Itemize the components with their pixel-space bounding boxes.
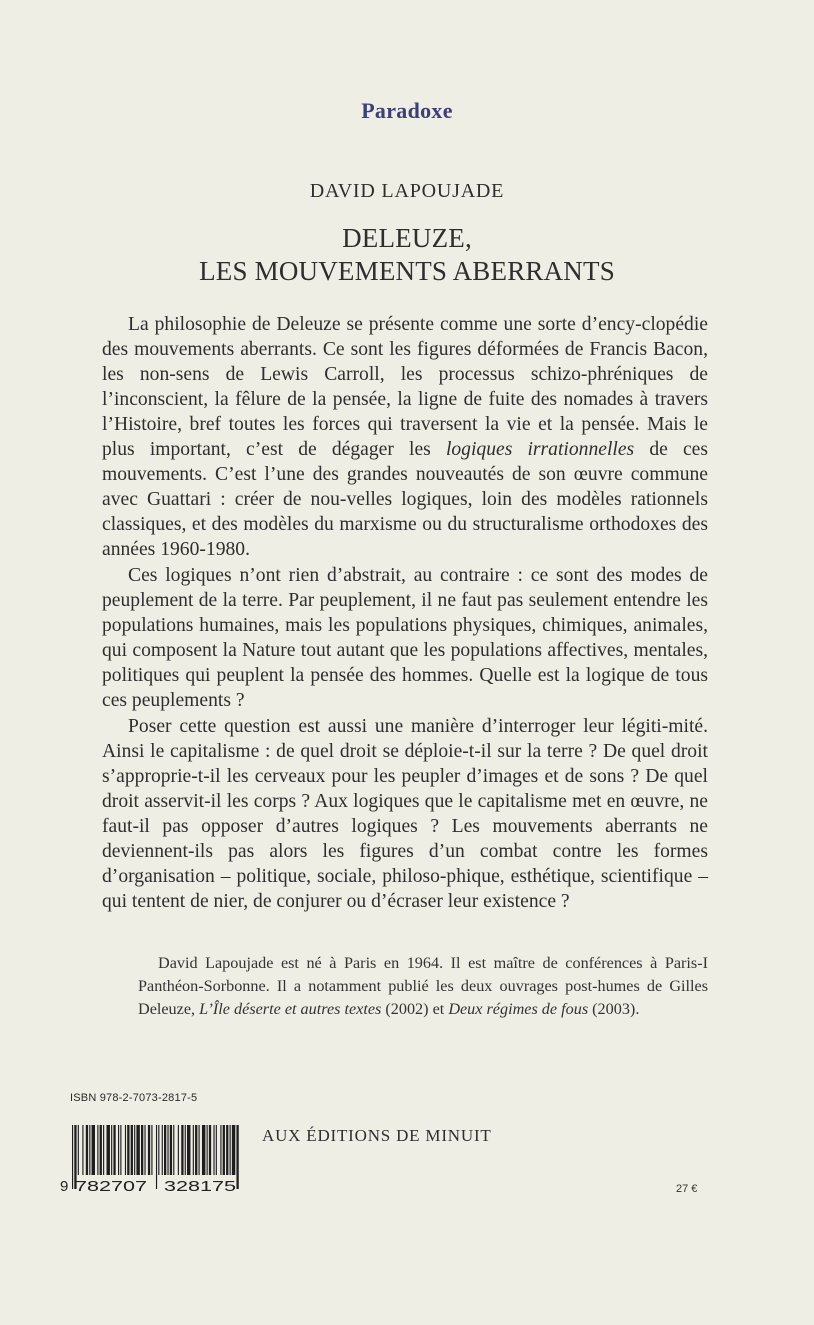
barcode-bar <box>134 1125 135 1175</box>
barcode-bar <box>216 1125 217 1175</box>
barcode-bar <box>103 1125 104 1175</box>
barcode-bar <box>173 1125 174 1175</box>
barcode-bar <box>185 1125 186 1175</box>
series-name: Paradoxe <box>361 98 453 123</box>
author-name: DAVID LAPOUJADE <box>309 180 505 202</box>
barcode-bar <box>144 1125 145 1175</box>
blurb-text: La philosophie de Deleuze se présente comme une sorte d’ency-clopédie des mouvements aberrants. Ce sont les figures déformées de Francis Bacon, les non-sens de Lewis Carroll, les processus schizo-phréniques de l’inconscient, la fêlure de la pensée, la ligne de fuite des nomades à travers l’Histoire, bref toutes les forces qui traversent la vie et la pensée. Mais le plus important, c’est de dégager les <box>102 314 708 460</box>
author-bio-paragraph <box>138 952 708 1021</box>
barcode-bar <box>170 1125 172 1175</box>
bio-text: (2003). <box>588 1000 640 1018</box>
barcode-bar <box>107 1125 110 1175</box>
blurb-paragraph-1 <box>102 312 708 562</box>
barcode-bar <box>156 1125 157 1189</box>
barcode-bar <box>232 1125 235 1175</box>
barcode-bar <box>195 1125 197 1175</box>
book-title-line-1: DELEUZE, <box>342 223 472 253</box>
barcode-bar <box>187 1125 190 1175</box>
barcode-bar <box>181 1125 183 1175</box>
barcode-bar <box>72 1125 73 1189</box>
barcode-bar <box>213 1125 214 1175</box>
barcode-bar <box>127 1125 129 1175</box>
barcode-bar <box>158 1125 159 1175</box>
barcode-bar <box>113 1125 115 1175</box>
bio-text: (2002) et <box>381 1000 449 1018</box>
barcode-bar <box>230 1125 231 1175</box>
barcode-bar <box>202 1125 205 1175</box>
barcode-bar <box>223 1125 225 1175</box>
blurb-paragraph-3: Poser cette question est aussi une manière d’interroger leur légiti-mité. Ainsi le capitalisme : de quel droit se déploie-t-il sur la terre ? De quel droit s’approprie-t-il les cerveaux pour les peupler d’images et de sons ? De quel droit asservit-il les corps ? Aux logiques que le capitalisme met en œuvre, ne faut-il pas opposer d’autres logiques ? Les mouvements aberrants ne deviennent-ils pas alors les figures d’un combat contre les formes d’organisation – politique, sociale, philoso-phique, esthétique, scientifique – qui tentent de nier, de conjurer ou d’écraser leur existence ? <box>102 716 708 912</box>
barcode-bar <box>148 1125 150 1175</box>
barcode-bar <box>199 1125 200 1175</box>
back-cover-blurb <box>102 312 708 914</box>
blurb-italic-phrase: logiques irrationnelles <box>445 439 635 460</box>
barcode-digits-right: 328175 <box>164 1178 236 1195</box>
barcode-bar <box>125 1125 126 1175</box>
barcode-bar <box>178 1125 179 1175</box>
barcode-bar <box>111 1125 112 1175</box>
book-title-line-2: LES MOUVEMENTS ABERRANTS <box>199 256 615 286</box>
barcode-bar <box>136 1125 139 1175</box>
bio-book-title-2: Deux régimes de fous <box>448 1000 589 1018</box>
isbn-label: ISBN 978-2-7073-2817-5 <box>70 1092 198 1104</box>
blurb-paragraph-2: Ces logiques n’ont rien d’abstrait, au contraire : ce sont des modes de peuplement de la terre. Par peuplement, il ne faut pas seulement entendre les populations humaines, mais les populations physiques, chimiques, animales, qui composent la Nature tout autant que les populations affectives, mentales, politiques qui peuplent la pensée des hommes. Quelle est la logique de tous ces peuplements ? <box>102 565 708 711</box>
barcode-bar <box>78 1125 79 1175</box>
barcode-bar <box>207 1125 208 1175</box>
barcode-bar <box>167 1125 168 1175</box>
barcode-bar <box>92 1125 95 1175</box>
barcode-bar <box>226 1125 228 1175</box>
barcode-bar <box>100 1125 102 1175</box>
book-title <box>0 222 814 288</box>
bio-text: David Lapoujade est né à Paris en 1964. Il est maître de conférences à Paris-I Panthéon-Sorbonne. Il a notamment publié les deux ouvrages post-humes de Gilles Deleuze, <box>138 954 708 1018</box>
price-label: 27 € <box>676 1183 698 1195</box>
barcode-lead-digit: 9 <box>60 1178 69 1195</box>
barcode-bar <box>82 1125 83 1175</box>
blurb-text: de ces mouvements. C’est l’une des grandes nouveautés de son œuvre commune avec Guattari : créer de nou-velles logiques, loin des modèles rationnels classiques, et des modèles du marxisme ou du structuralisme orthodoxes des années 1960-1980. <box>102 439 708 560</box>
barcode-bar <box>141 1125 143 1175</box>
bio-book-title-1: L’Île déserte et autres textes <box>199 1000 382 1018</box>
barcode-bar <box>209 1125 211 1175</box>
barcode-bar <box>162 1125 163 1175</box>
barcode-bar <box>164 1125 166 1175</box>
barcode-bar <box>86 1125 88 1175</box>
barcode-bar <box>220 1125 221 1175</box>
publisher-name: AUX ÉDITIONS DE MINUIT <box>262 1126 492 1145</box>
barcode <box>60 1125 260 1197</box>
author-bio <box>138 952 708 1021</box>
barcode-bar <box>193 1125 194 1175</box>
barcode-bar <box>151 1125 152 1175</box>
barcode-bar <box>236 1125 238 1189</box>
barcode-bar <box>131 1125 133 1175</box>
barcode-bar <box>97 1125 98 1175</box>
barcode-bar <box>118 1125 119 1175</box>
barcode-bar <box>120 1125 121 1175</box>
barcode-bar <box>89 1125 90 1175</box>
barcode-digits-left: 782707 <box>75 1178 147 1195</box>
